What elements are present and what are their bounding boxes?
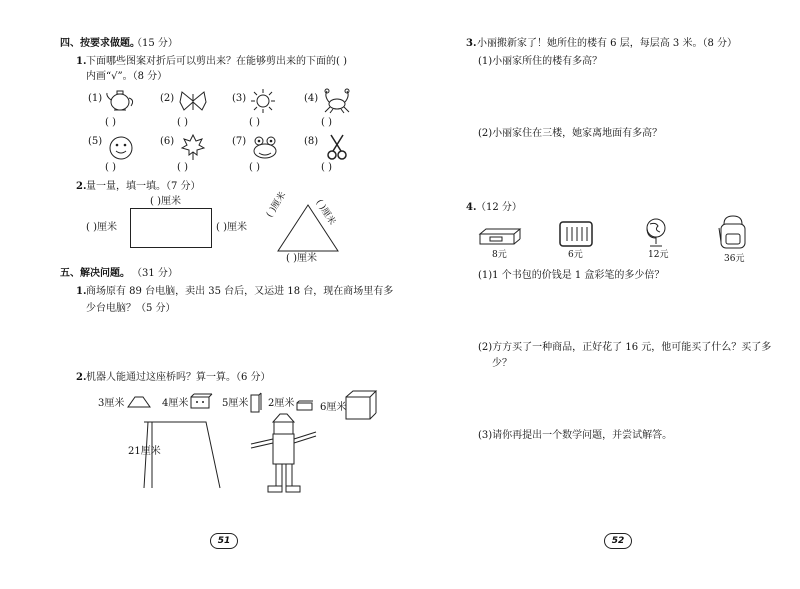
rect-left-label[interactable]: ( )厘米	[86, 222, 117, 233]
pic-label-8: (8)	[304, 136, 319, 147]
tri-bottom-label[interactable]: ( )厘米	[286, 253, 317, 264]
q4-sub3: (3)请你再提出一个数学问题，并尝试解答。	[478, 430, 673, 441]
pic-label-2: (2)	[160, 93, 175, 104]
p1-text-line2: 少台电脑？（5 分）	[86, 303, 176, 314]
answer-blank-2[interactable]: ( )	[177, 117, 188, 128]
q3-sub2: (2)小丽家住在三楼，她家离地面有多高？	[478, 128, 663, 139]
pic-label-6: (6)	[160, 136, 175, 147]
q4-sub2-line2: 少？	[492, 358, 512, 369]
answer-blank-3[interactable]: ( )	[249, 117, 260, 128]
part-dim-2: 4厘米	[162, 398, 189, 409]
backpack-icon	[716, 214, 750, 250]
p1-text-line1: 商场原有 89 台电脑，卖出 35 台后，又运进 18 台，现在商场里有多	[86, 286, 394, 297]
part-dim-3: 5厘米	[222, 398, 249, 409]
section4-score: （15 分）	[132, 38, 178, 49]
globe-icon	[644, 216, 668, 248]
q3-sub1: (1)小丽家所住的楼有多高？	[478, 56, 603, 67]
section4-title: 四、按要求做题。	[60, 38, 140, 49]
q3-text: 小丽搬新家了！她所住的楼有 6 层，每层高 3 米。（8 分）	[477, 38, 737, 49]
robot-figure-icon	[246, 412, 320, 494]
answer-blank-8[interactable]: ( )	[321, 162, 332, 173]
p1-number: 1.	[76, 286, 87, 297]
q1-number: 1.	[76, 56, 87, 67]
price-4: 36元	[724, 254, 745, 264]
part-dim-5: 6厘米	[320, 402, 347, 413]
pic-label-7: (7)	[232, 136, 247, 147]
rect-right-label[interactable]: ( )厘米	[216, 222, 247, 233]
q2-text: 量一量，填一填。（7 分）	[86, 181, 201, 192]
cube-part-icon	[344, 390, 378, 420]
sun-icon	[250, 88, 276, 114]
crab-icon	[322, 88, 352, 114]
answer-blank-7[interactable]: ( )	[249, 162, 260, 173]
p2-text: 机器人能通过这座桥吗？算一算。（6 分）	[86, 372, 271, 383]
frog-icon	[250, 133, 280, 161]
leg-part-icon	[296, 401, 314, 411]
section5-title: 五、解决问题。	[60, 268, 130, 279]
body-part-icon	[250, 393, 262, 413]
q4-score: （12 分）	[476, 202, 522, 213]
answer-blank-6[interactable]: ( )	[177, 162, 188, 173]
price-2: 6元	[568, 250, 583, 260]
answer-blank-4[interactable]: ( )	[321, 117, 332, 128]
rectangle-shape	[130, 208, 212, 248]
part-dim-1: 3厘米	[98, 398, 125, 409]
q4-sub2-line1: (2)方方买了一种商品，正好花了 16 元，他可能买了什么？买了多	[478, 342, 772, 353]
q4-sub1: (1)1 个书包的价钱是 1 盒彩笔的多少倍？	[478, 270, 665, 281]
pencil-case-icon	[478, 226, 522, 246]
pic-label-4: (4)	[304, 93, 319, 104]
head-part-icon	[190, 394, 212, 409]
answer-blank-1[interactable]: ( )	[105, 117, 116, 128]
q4-number: 4.	[466, 202, 477, 213]
rect-top-label[interactable]: ( )厘米	[150, 196, 181, 207]
p2-number: 2.	[76, 372, 87, 383]
tri-left-label[interactable]: ( )厘米	[265, 190, 289, 220]
right-page	[400, 0, 800, 589]
bridge-height-label: 21厘米	[128, 446, 161, 457]
answer-blank-5[interactable]: ( )	[105, 162, 116, 173]
page-number-left: 51	[210, 533, 238, 549]
q1-text-line2: 内画“√”。（8 分）	[86, 71, 168, 82]
pic-label-3: (3)	[232, 93, 247, 104]
teapot-icon	[106, 88, 136, 112]
leaf-icon	[180, 133, 206, 161]
marker-box-icon	[558, 220, 594, 248]
q1-text-line1: 下面哪些图案对折后可以剪出来？在能够剪出来的下面的( )	[86, 56, 347, 67]
page-number-right: 52	[604, 533, 632, 549]
hat-part-icon	[126, 396, 152, 408]
section5-score: （31 分）	[132, 268, 178, 279]
part-dim-4: 2厘米	[268, 398, 295, 409]
pic-label-1: (1)	[88, 93, 103, 104]
butterfly-icon	[178, 90, 208, 112]
price-1: 8元	[492, 250, 507, 260]
smiley-face-icon	[108, 135, 134, 161]
scissors-icon	[326, 133, 348, 161]
q3-number: 3.	[466, 38, 477, 49]
pic-label-5: (5)	[88, 136, 103, 147]
tri-right-label[interactable]: ( )厘米	[313, 198, 337, 227]
q2-number: 2.	[76, 181, 87, 192]
price-3: 12元	[648, 250, 669, 260]
